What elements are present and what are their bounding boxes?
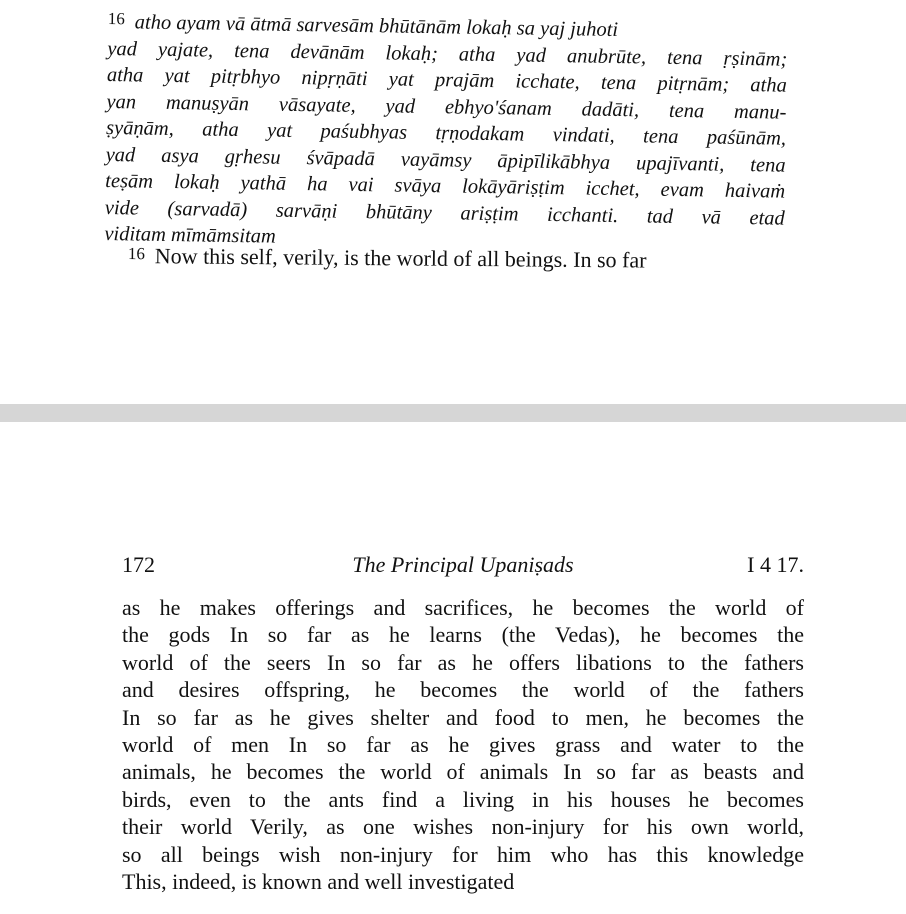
running-header <box>122 552 804 582</box>
page-divider <box>0 404 906 422</box>
body-line: birds, even to the ants find a living in his houses he becomes <box>122 786 804 812</box>
body-line: so all beings wish non-injury for him who has this knowledge <box>122 841 804 867</box>
translation-text: Now this self, verily, is the world of all beings. In so far <box>154 243 647 273</box>
translit-line: ṣyāṇām, atha yat paśubhyas tṛṇodakam vindati, tena paśūnām, <box>105 116 787 150</box>
translation-start <box>128 240 780 276</box>
translit-line: yad yajate, tena devānām lokaḥ; atha yad anubrūte, tena ṛṣinām; <box>107 37 788 71</box>
translit-line: teṣām lokaḥ yathā ha vai svāya lokāyāriṣṭim icchet, evam haivaṁ <box>105 169 786 203</box>
body-line: as he makes offerings and sacrifices, he becomes the world of <box>122 595 804 620</box>
translit-line: yad asya gṛhesu śvāpadā vayāmsy āpipīlikābhya upajīvanti, tena <box>105 143 786 177</box>
body-line: world of the seers In so far as he offers libations to the fathers <box>122 649 804 675</box>
translit-line: yan manuṣyān vāsayate, yad ebhyo'śanam dadāti, tena manu- <box>106 90 787 124</box>
translit-line: $^{16}$ atho ayam vā ātmā sarvesām bhūtānām lokaḥ sa yaj juhoti <box>107 8 619 42</box>
sanskrit-transliteration <box>104 6 788 258</box>
page-number: 172 <box>122 552 155 577</box>
body-line: their world Verily, as one wishes non-injury for his own world, <box>122 814 804 840</box>
translation-number: 16 <box>127 243 145 264</box>
body-line: the gods In so far as he learns (the Vedas), he becomes the <box>122 622 804 648</box>
translit-line: atha yat pitṛbhyo nipṛṇāti yat prajām icchate, tena pitṛnām; atha <box>106 63 788 97</box>
body-line: world of men In so far as he gives grass and water to the <box>122 732 804 758</box>
translit-line: vide (sarvadā) sarvāṇi bhūtāny ariṣṭim icchanti. tad vā etad <box>104 196 785 230</box>
body-line: animals, he becomes the world of animals In so far as beasts and <box>122 759 804 785</box>
bottom-page <box>0 422 906 914</box>
section-reference: I 4 17. <box>747 552 804 577</box>
body-line: and desires offspring, he becomes the world of the fathers <box>122 677 804 703</box>
body-line: In so far as he gives shelter and food to men, he becomes the <box>122 704 804 730</box>
verse-number: 16 <box>107 8 125 29</box>
translit-line: viditam mīmāmsitam <box>104 222 276 248</box>
translation-body <box>122 594 804 895</box>
top-page-fragment <box>0 0 906 404</box>
running-title: The Principal Upaniṣads <box>352 552 574 577</box>
body-line: This, indeed, is known and well investigated <box>122 869 515 895</box>
